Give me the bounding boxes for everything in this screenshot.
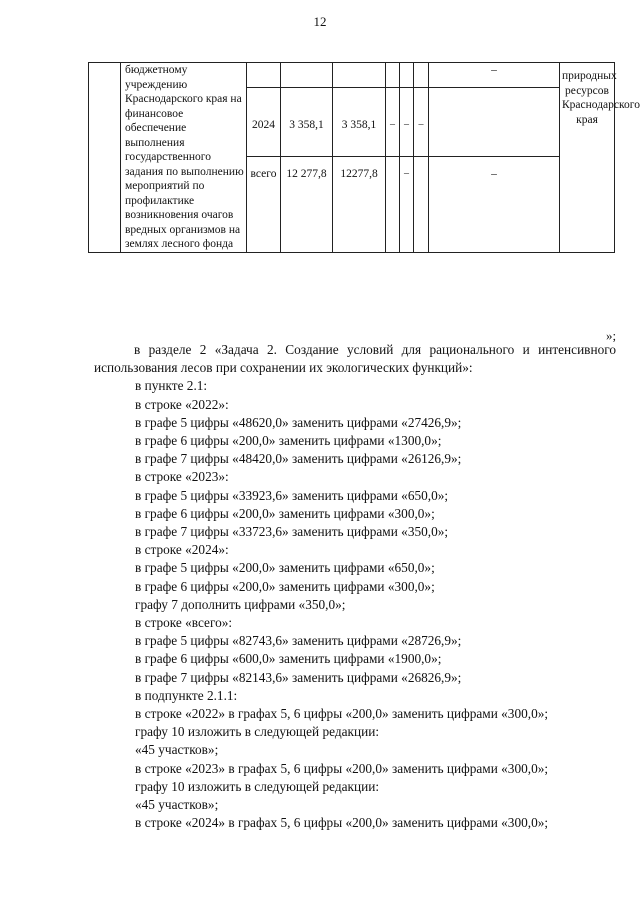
amendment-line: графу 10 изложить в следующей редакции:: [135, 724, 380, 740]
budget-table: [88, 62, 640, 253]
amendment-line: в графе 6 цифры «600,0» заменить цифрами «1900,0»;: [135, 651, 442, 667]
table-cell-year: всего: [247, 157, 281, 253]
table-cell-note: –: [429, 157, 560, 253]
amendment-lines: [94, 377, 616, 832]
amendment-text: [94, 341, 616, 832]
table-cell-note: [429, 88, 560, 157]
amendment-line: в графе 5 цифры «33923,6» заменить цифрами «650,0»;: [135, 487, 449, 503]
measure-description: бюджетному учреждению Краснодарского края на финансовое обеспечение выполнения государственного задания по выполнению мероприятий по профилактике возникновения очагов вредных организмов на землях лесного фонда: [121, 63, 247, 253]
table-cell-number: [89, 63, 121, 253]
table-cell-dash: [414, 157, 429, 253]
amendment-line: в графе 7 цифры «82143,6» заменить цифрами «26826,9»;: [135, 669, 462, 685]
table-cell-regional-budget: 12277,8: [333, 157, 386, 253]
table-cell-dash: –: [400, 157, 414, 253]
table-cell-regional-budget: 3 358,1: [333, 88, 386, 157]
amendment-line: в графе 5 цифры «48620,0» заменить цифрами «27426,9»;: [135, 414, 462, 430]
table-row-top: [89, 63, 615, 88]
table-cell-dash: –: [414, 88, 429, 157]
responsible-executor: природных ресурсов Краснодарского края: [560, 63, 615, 253]
amendment-line: в графе 5 цифры «200,0» заменить цифрами «650,0»;: [135, 560, 435, 576]
amendment-line: графу 10 изложить в следующей редакции:: [135, 778, 380, 794]
amendment-line: «45 участков»;: [135, 797, 219, 813]
table-cell-year: 2024: [247, 88, 281, 157]
table-cell-dash: [386, 157, 400, 253]
amendment-line: в подпункте 2.1.1:: [135, 687, 238, 703]
amendment-line: в графе 6 цифры «200,0» заменить цифрами «300,0»;: [135, 505, 435, 521]
table-cell-dash: –: [386, 88, 400, 157]
amendment-line: в графе 7 цифры «48420,0» заменить цифрами «26126,9»;: [135, 451, 462, 467]
amendment-line: в графе 5 цифры «82743,6» заменить цифрами «28726,9»;: [135, 633, 462, 649]
amendment-line: «45 участков»;: [135, 742, 219, 758]
amendment-line: в графе 6 цифры «200,0» заменить цифрами «300,0»;: [135, 578, 435, 594]
amendment-line: в графе 7 цифры «33723,6» заменить цифрами «350,0»;: [135, 524, 449, 540]
amendment-line: в строке «2023» в графах 5, 6 цифры «200,0» заменить цифрами «300,0»;: [135, 760, 549, 776]
table-cell-note-top: –: [429, 63, 560, 88]
table-cell-total: 12 277,8: [281, 157, 333, 253]
table-cell-dash: –: [400, 88, 414, 157]
amendment-line: в строке «2024» в графах 5, 6 цифры «200,0» заменить цифрами «300,0»;: [135, 815, 549, 831]
intro-paragraph: в разделе 2 «Задача 2. Создание условий для рационального и интенсивного использования лесов при сохранении их экологических функций»:: [94, 342, 616, 376]
amendment-line: графу 7 дополнить цифрами «350,0»;: [135, 596, 346, 612]
amendment-line: в пункте 2.1:: [135, 378, 208, 394]
amendment-line: в строке «2024»:: [135, 542, 229, 558]
amendment-line: в строке «2022»:: [135, 396, 229, 412]
closing-quote-mark: »;: [606, 328, 617, 343]
amendment-line: в строке «2023»:: [135, 469, 229, 485]
table-cell-total: 3 358,1: [281, 88, 333, 157]
amendment-line: в строке «всего»:: [135, 615, 233, 631]
page-number: 12: [313, 14, 327, 29]
amendment-line: в строке «2022» в графах 5, 6 цифры «200,0» заменить цифрами «300,0»;: [135, 706, 549, 722]
amendment-line: в графе 6 цифры «200,0» заменить цифрами «1300,0»;: [135, 433, 442, 449]
